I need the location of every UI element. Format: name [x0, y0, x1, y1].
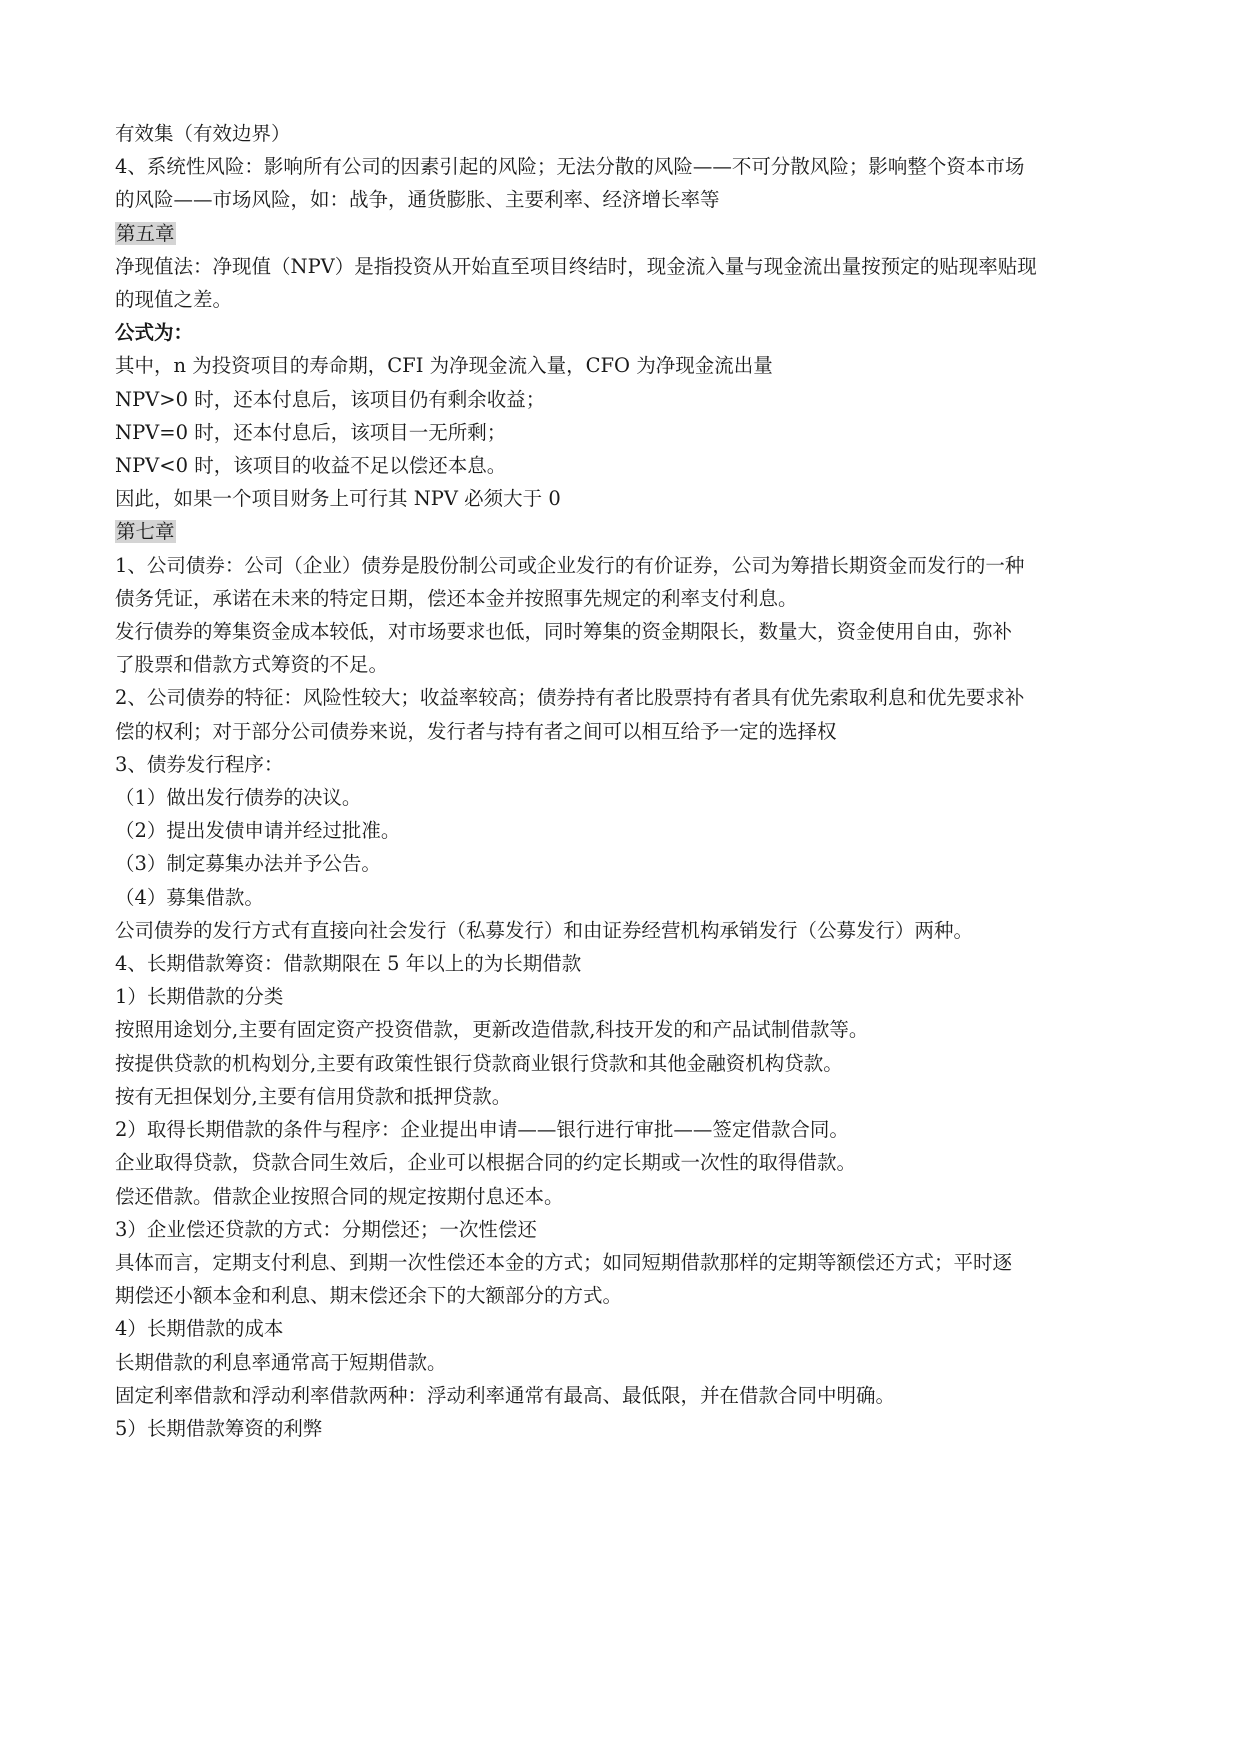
text-line: [115, 748, 1145, 781]
line-text: 了股票和借款方式筹资的不足。: [115, 653, 389, 677]
line-text: （3）制定募集办法并予公告。: [115, 852, 381, 876]
text-line: [115, 1080, 1145, 1113]
text-line: [115, 250, 1145, 283]
line-text: 4、长期借款筹资：借款期限在 5 年以上的为长期借款: [115, 952, 582, 976]
line-text: 第五章: [116, 221, 175, 245]
line-text: 3）企业偿还贷款的方式：分期偿还；一次性偿还: [115, 1217, 537, 1241]
line-text: 因此，如果一个项目财务上可行其 NPV 必须大于 0: [115, 487, 561, 511]
line-text: NPV<0 时，该项目的收益不足以偿还本息。: [115, 454, 507, 478]
text-line: [115, 847, 1145, 880]
line-text: （1）做出发行债券的决议。: [115, 786, 362, 810]
text-line: [115, 1213, 1145, 1246]
text-line: [115, 1312, 1145, 1345]
text-line: [115, 1180, 1145, 1213]
text-line: [115, 482, 1145, 515]
text-line: [115, 1412, 1145, 1445]
text-line: [115, 383, 1145, 416]
text-line: [115, 914, 1145, 947]
line-text: 企业取得贷款，贷款合同生效后，企业可以根据合同的约定长期或一次性的取得借款。: [115, 1151, 857, 1175]
line-text: 期偿还小额本金和利息、期末偿还余下的大额部分的方式。: [115, 1284, 623, 1308]
formula-label: [115, 316, 1145, 349]
text-line: [115, 1246, 1145, 1279]
line-text: NPV>0 时，还本付息后，该项目仍有剩余收益；: [115, 387, 546, 411]
text-line: [115, 1113, 1145, 1146]
text-line: [115, 449, 1145, 482]
text-line: [115, 183, 1145, 216]
text-line: [115, 648, 1145, 681]
text-line: [115, 615, 1145, 648]
text-line: [115, 549, 1145, 582]
line-text: 3、债券发行程序：: [115, 752, 284, 776]
line-text: 的现值之差。: [115, 288, 233, 312]
text-line: [115, 814, 1145, 847]
line-text: （4）募集借款。: [115, 885, 264, 909]
line-text: 5）长期借款筹资的利弊: [115, 1416, 323, 1440]
line-text: 1、公司债券：公司（企业）债券是股份制公司或企业发行的有价证券，公司为筹措长期资金而发行的一种: [115, 553, 1025, 577]
line-text: 债务凭证，承诺在未来的特定日期，偿还本金并按照事先规定的利率支付利息。: [115, 586, 798, 610]
line-text: 具体而言，定期支付利息、到期一次性偿还本金的方式；如同短期借款那样的定期等额偿还方式；平时逐: [115, 1250, 1013, 1274]
text-line: [115, 416, 1145, 449]
text-line: [115, 582, 1145, 615]
text-line: [115, 1379, 1145, 1412]
text-line: [115, 117, 1145, 150]
text-line: [115, 1146, 1145, 1179]
text-line: [115, 1346, 1145, 1379]
line-text: 发行债券的筹集资金成本较低，对市场要求也低，同时筹集的资金期限长，数量大，资金使用自由，弥补: [115, 620, 1013, 644]
text-line: [115, 283, 1145, 316]
text-line: [115, 947, 1145, 980]
line-text: 的风险——市场风险，如：战争，通货膨胀、主要利率、经济增长率等: [115, 188, 720, 212]
text-line: [115, 150, 1145, 183]
line-text: 4、系统性风险：影响所有公司的因素引起的风险；无法分散的风险——不可分散风险；影响整个资本市场: [115, 155, 1025, 179]
line-text: 按提供贷款的机构划分,主要有政策性银行贷款商业银行贷款和其他金融资机构贷款。: [115, 1051, 843, 1075]
line-text: 固定利率借款和浮动利率借款两种：浮动利率通常有最高、最低限，并在借款合同中明确。: [115, 1383, 896, 1407]
line-text: 2、公司债券的特征：风险性较大；收益率较高；债券持有者比股票持有者具有优先索取利息和优先要求补: [115, 686, 1025, 710]
text-line: [115, 1047, 1145, 1080]
line-text: 其中，n 为投资项目的寿命期，CFI 为净现金流入量，CFO 为净现金流出量: [115, 354, 773, 378]
line-text: NPV=0 时，还本付息后，该项目一无所剩；: [115, 420, 507, 444]
text-line: [115, 681, 1145, 714]
line-text: （2）提出发债申请并经过批准。: [115, 819, 401, 843]
text-line: [115, 881, 1145, 914]
line-text: 2）取得长期借款的条件与程序：企业提出申请——银行进行审批——签定借款合同。: [115, 1118, 849, 1142]
line-text: 偿的权利；对于部分公司债券来说，发行者与持有者之间可以相互给予一定的选择权: [115, 719, 837, 743]
line-text: 有效集（有效边界）: [115, 122, 291, 145]
line-text: 长期借款的利息率通常高于短期借款。: [115, 1350, 447, 1374]
text-line: [115, 1013, 1145, 1046]
text-line: [115, 1279, 1145, 1312]
line-text: 公司债券的发行方式有直接向社会发行（私募发行）和由证券经营机构承销发行（公募发行）两种。: [115, 918, 974, 942]
line-text: 按有无担保划分,主要有信用贷款和抵押贷款。: [115, 1084, 512, 1108]
chapter-heading: [115, 217, 1145, 250]
chapter-heading: [115, 515, 1145, 548]
line-text: 偿还借款。借款企业按照合同的规定按期付息还本。: [115, 1184, 564, 1208]
line-text: 第七章: [116, 520, 175, 544]
line-text: 按照用途划分,主要有固定资产投资借款，更新改造借款,科技开发的和产品试制借款等。: [115, 1018, 869, 1042]
document-page: [115, 117, 1145, 1445]
line-text: 公式为：: [115, 321, 194, 345]
text-line: [115, 980, 1145, 1013]
line-text: 净现值法：净现值（NPV）是指投资从开始直至项目终结时，现金流入量与现金流出量按预定的贴现率贴现: [115, 254, 1037, 278]
text-line: [115, 715, 1145, 748]
text-line: [115, 781, 1145, 814]
line-text: 4）长期借款的成本: [115, 1317, 284, 1341]
text-line: [115, 349, 1145, 382]
line-text: 1）长期借款的分类: [115, 985, 284, 1009]
